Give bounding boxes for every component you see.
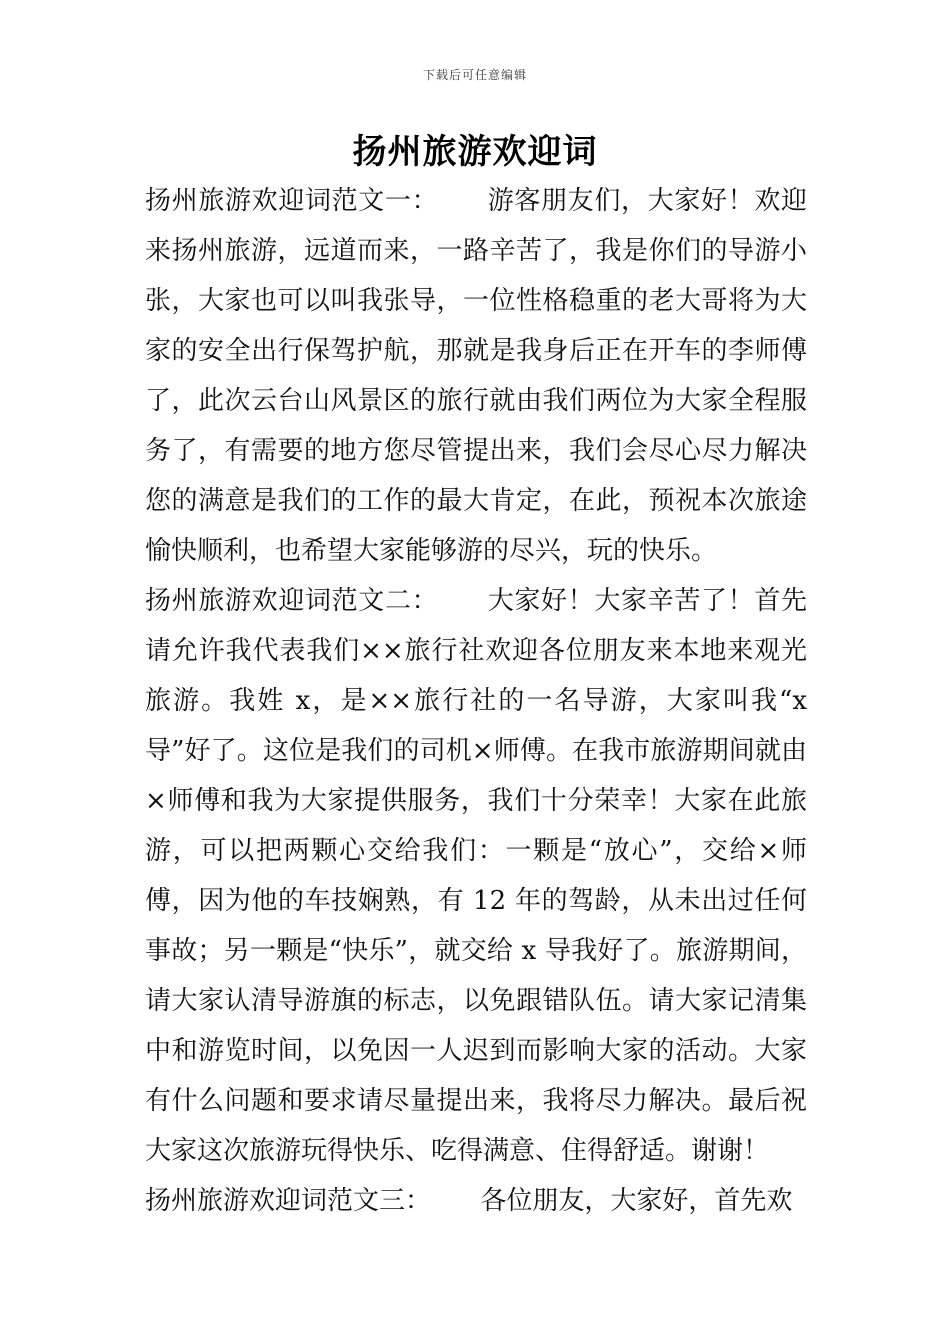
paragraph-2: [145, 576, 807, 1176]
section-label-3: 扬州旅游欢迎词范文三：: [145, 1186, 432, 1216]
section-text-3: 各位朋友，大家好，首先欢: [480, 1186, 793, 1216]
section-label-2: 扬州旅游欢迎词范文二：: [145, 586, 439, 616]
document-body: [145, 176, 807, 1226]
document-title: 扬州旅游欢迎词: [352, 132, 598, 172]
page-header-note: 下载后可任意编辑: [422, 68, 527, 82]
section-text-1: 游客朋友们，大家好！欢迎来扬州旅游，远道而来，一路辛苦了，我是你们的导游小张，大家也可以叫我张导，一位性格稳重的老大哥将为大家的安全出行保驾护航，那就是我身后正在开车的李师傅了，此次云台山风景区的旅行就由我们两位为大家全程服务了，有需要的地方您尽管提出来，我们会尽心尽力解决您的满意是我们的工作的最大肯定，在此，预祝本次旅途愉快顺利，也希望大家能够游的尽兴，玩的快乐。: [145, 186, 807, 566]
section-label-1: 扬州旅游欢迎词范文一：: [145, 186, 439, 216]
section-text-2: 大家好！大家辛苦了！首先请允许我代表我们××旅行社欢迎各位朋友来本地来观光旅游。我姓 x，是××旅行社的一名导游，大家叫我“x 导”好了。这位是我们的司机×师傅。在我市旅游期间就由×师傅和我为大家提供服务，我们十分荣幸！大家在此旅游，可以把两颗心交给我们：一颗是“放心”，交给×师傅，因为他的车技娴熟，有 12 年的驾龄，从未出过任何事故；另一颗是“快乐”，就交给 x 导我好了。旅游期间，请大家认清导游旗的标志，以免跟错队伍。请大家记清集中和游览时间，以免因一人迟到而影响大家的活动。大家有什么问题和要求请尽量提出来，我将尽力解决。最后祝大家这次旅游玩得快乐、吃得满意、住得舒适。谢谢！: [145, 586, 807, 1166]
paragraph-1: [145, 176, 807, 576]
paragraph-3: [145, 1176, 807, 1226]
